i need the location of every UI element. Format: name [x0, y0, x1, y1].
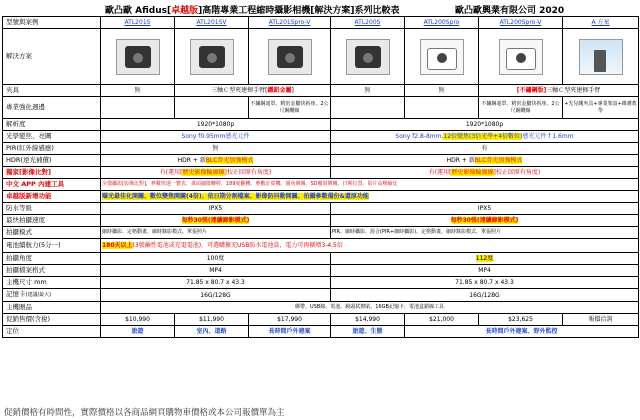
row-accessory: 主機贈品 綁帶、USB線、電池、鏡頭拭擦貼、16GB記憶卡、電池盒鎖線工具	[3, 302, 639, 314]
model-atl201spro-v[interactable]: ATL201Spro-V	[249, 17, 331, 29]
label-pro: 專業強化週邊	[3, 97, 101, 119]
label-angle: 拍攝角度	[3, 253, 101, 265]
label-mode: 拍攝模式	[3, 227, 101, 239]
footer-note: 促銷價格有時間性，實際價格以各商品網頁購物車價格或本公司報價單為主	[4, 408, 285, 418]
row-solution	[3, 29, 639, 85]
row-memory: 記憶卡(建議/最大) 16G/128G 16G/128G	[3, 289, 639, 302]
model-atl200spro[interactable]: ATL200Spro	[405, 17, 479, 29]
label-sensor: 光學變焦、亮圖	[3, 131, 101, 143]
title-left: 歐凸歐 Afidus[卓越版]高階專業工程縮時攝影相機[解決方案]系列比較表	[105, 6, 400, 16]
price-atl201sv: $11,990	[175, 314, 249, 326]
label-model: 型號與案例	[3, 17, 101, 29]
title-edition: 卓越版	[171, 6, 199, 16]
model-atl201s[interactable]: ATL201S	[101, 17, 175, 29]
row-mode: 拍攝模式 縮時攝影、定格動畫、縮時錄影模式、單張照片 PIR、縮時攝影、混合(PIR+縮時攝影)、定格動畫、縮時錄影模式、單張照片	[3, 227, 639, 239]
row-format: 拍攝檔案格式 MP4 MP4	[3, 265, 639, 277]
label-app: 中文 APP 內建工具	[3, 179, 101, 191]
price-atl201s: $10,990	[101, 314, 175, 326]
sheet-title	[0, 0, 640, 16]
label-format: 拍攝檔案格式	[3, 265, 101, 277]
comparison-table	[2, 16, 639, 338]
row-angle: 拍攝角度 100度 112度	[3, 253, 639, 265]
row-hdr: HDR(逆光補償) HDR + 新BLC背光加強模式 HDR + 新BLC背光加強模式	[3, 155, 639, 167]
row-position: 定位 旅遊 室內、道路 長時間戶外建案 旅遊、生態 長時間戶外建案、野外監控	[3, 326, 639, 338]
camera-kit-image[interactable]	[268, 39, 312, 75]
company-name: 歐凸歐興業有限公司 2020	[455, 6, 565, 16]
row-resolution: 解析度 1920*1080p 1920*1080p	[3, 119, 639, 131]
label-price: 促銷售價(含稅)	[3, 314, 101, 326]
label-battery: 電池續航力(5分一)	[3, 239, 101, 253]
price-atl200spro: $21,000	[405, 314, 479, 326]
label-accessory: 主機贈品	[3, 302, 101, 314]
camera-image[interactable]	[116, 39, 160, 75]
camera-cover-arm-image[interactable]	[499, 39, 543, 75]
label-clamp: 夾具	[3, 85, 101, 97]
model-plan-a[interactable]: A 方案	[563, 17, 639, 29]
camera-zoom-image[interactable]	[346, 39, 390, 75]
row-pro: 專業強化週邊 不鏽鋼遮罩、精密金屬快拆座、2公尺鋼纜線 不鏽鋼遮罩、精密金屬快拆座、2公尺鋼纜線 +先兒繩夾具+專業架設+維護教學	[3, 97, 639, 119]
label-position: 定位	[3, 326, 101, 338]
model-atl201sv[interactable]: ATL201SV	[175, 17, 249, 29]
row-waterproof: 防水等級 IPX5 IPX5	[3, 203, 639, 215]
row-price	[3, 314, 639, 326]
row-size: 主機尺寸 mm 71.85 x 80.7 x 43.3 71.85 x 80.7 x 43.3	[3, 277, 639, 289]
row-exclusive: 獨家[影像比對] 有(運用[歷史影像輪廓線]校正回原有角度) 有(運用[歷史影像輪廓線]校正回原有角度)	[3, 167, 639, 179]
label-size: 主機尺寸 mm	[3, 277, 101, 289]
label-solution: 解決方案	[3, 29, 101, 85]
row-sensor: 光學變焦、亮圖 Sony f0.95mm感光元件 Sony f2.8-8mm,12倍變焦(3倍光學+4倍數位)感光元件 f 1.6mm	[3, 131, 639, 143]
row-battery: 電池續航力(5分一) 180天以上(3號鹼性電池或充電電池)，可選購擴充USB防水電池盒，電力可再擴增3-4.5倍	[3, 239, 639, 253]
label-hdr: HDR(逆光補償)	[3, 155, 101, 167]
label-resolution: 解析度	[3, 119, 101, 131]
price-atl200s: $14,990	[331, 314, 405, 326]
price-plan-a: 報價洽詢	[563, 314, 639, 326]
row-fastest: 最快拍攝速度 每秒30張(連續錄影模式) 每秒30張(連續錄影模式)	[3, 215, 639, 227]
price-atl201spro-v: $17,990	[249, 314, 331, 326]
label-newfunc: 卓越版新增功能	[3, 191, 101, 203]
row-model	[3, 17, 639, 29]
row-newfunc: 卓越版新增功能 曝光最佳化開關、數位變焦開關(4倍)、依日期分割檔案、影像防抖動開關、拍攝參數備份&還原功能	[3, 191, 639, 203]
label-fastest: 最快拍攝速度	[3, 215, 101, 227]
price-atl200spro-v: $23,625	[479, 314, 563, 326]
row-clamp: 夾具 無 三軸Ｃ型夾建揮手臂[鐵鋁金屬] 無 無 [不鏽鋼版]三軸Ｃ型夾建揮手臂	[3, 85, 639, 97]
camera-arm-image[interactable]	[190, 39, 234, 75]
label-pir: PIR(紅外線感應)	[3, 143, 101, 155]
label-waterproof: 防水等級	[3, 203, 101, 215]
row-pir: PIR(紅外線感應) 無 有	[3, 143, 639, 155]
camera-cover-image[interactable]	[420, 39, 464, 75]
label-memory: 記憶卡(建議/最大)	[3, 289, 101, 302]
site-install-image[interactable]	[579, 39, 623, 75]
model-atl200spro-v[interactable]: ATL200Spro-V	[479, 17, 563, 29]
row-app: 中文 APP 內建工具 全環攝影[影像比對]，參數快速一覽表、畫面細微轉移、189度翻轉、參數計算機、廣角開關、SD覆寫開關、日期位置，影片高壓縮比	[3, 179, 639, 191]
model-atl200s[interactable]: ATL200S	[331, 17, 405, 29]
label-exclusive: 獨家[影像比對]	[3, 167, 101, 179]
